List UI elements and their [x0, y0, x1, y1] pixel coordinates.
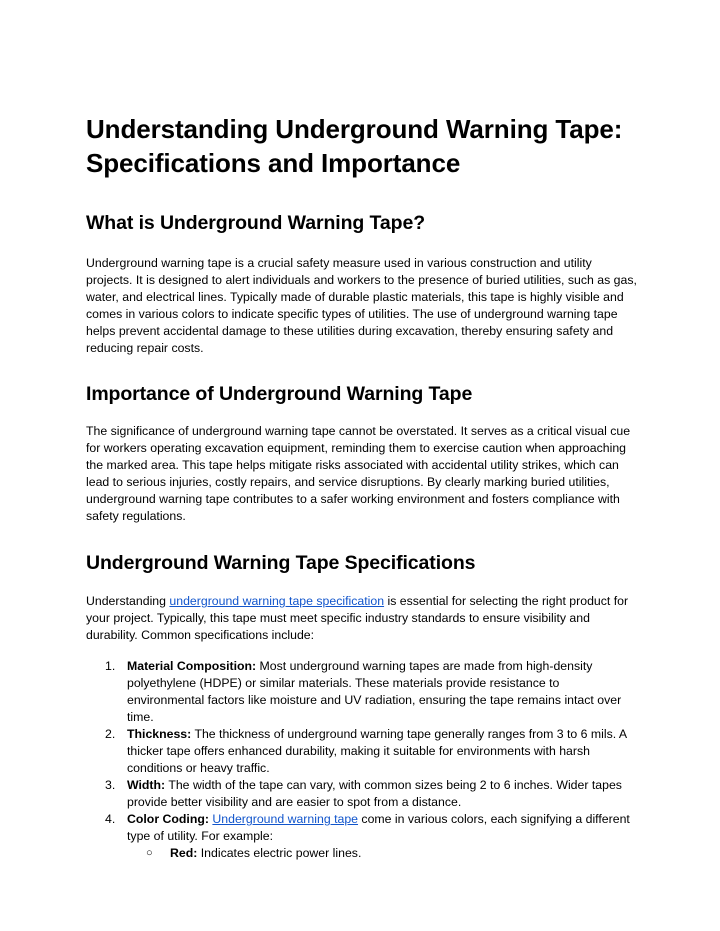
list-number: 3. [105, 778, 116, 792]
warning-tape-link[interactable]: Underground warning tape [212, 812, 359, 826]
list-item-label: Width: [127, 778, 166, 792]
section-intro-specifications [86, 593, 638, 644]
list-item-label: Thickness: [127, 727, 192, 741]
section-heading-importance: Importance of Underground Warning Tape [86, 383, 473, 405]
list-item-thickness [86, 726, 638, 777]
specification-link[interactable]: underground warning tape specification [169, 594, 385, 608]
sublist-item-text: Indicates electric power lines. [197, 846, 362, 860]
list-number: 1. [105, 659, 116, 673]
list-item-material [86, 658, 638, 726]
list-item-label: Color Coding: [127, 812, 209, 826]
list-item-label: Material Composition: [127, 659, 257, 673]
intro-text-before: Understanding [86, 594, 170, 608]
specifications-list [86, 658, 638, 862]
color-sublist [127, 845, 638, 862]
section-body-what-is: Underground warning tape is a crucial safety measure used in various construction and utility projects. It is designed to alert individuals and workers to the presence of buried utilities, such as gas, water, and electrical lines. Typically made of durable plastic materials, this tape is highly visible and comes in various colors to indicate specific types of utilities. The use of underground warning tape helps prevent accidental damage to these utilities during excavation, thereby ensuring safety and reducing repair costs. [86, 256, 637, 355]
section-heading-specifications: Underground Warning Tape Specifications [86, 552, 476, 574]
circle-bullet-icon: ○ [146, 847, 153, 859]
list-item-text: The thickness of underground warning tape generally ranges from 3 to 6 mils. A thicker tape offers enhanced durability, making it suitable for environments with harsh conditions or heavy traffic. [127, 727, 627, 775]
sublist-item-red [127, 845, 638, 862]
list-item-text: come in various colors, each signifying a different type of utility. For example: [127, 812, 630, 843]
list-item-text: The width of the tape can vary, with common sizes being 2 to 6 inches. Wider tapes provide better visibility and are easier to spot from a distance. [127, 778, 622, 809]
list-number: 2. [105, 727, 116, 741]
page-title: Understanding Underground Warning Tape: Specifications and Importance [86, 114, 623, 178]
sublist-item-label: Red: [170, 846, 198, 860]
intro-text-after: is essential for selecting the right product for your project. Typically, this tape must meet specific industry standards to ensure visibility and durability. Common specifications include: [86, 594, 629, 642]
section-body-importance: The significance of underground warning tape cannot be overstated. It serves as a critical visual cue for workers operating excavation equipment, reminding them to exercise caution when approaching the marked area. This tape helps mitigate risks associated with accidental utility strikes, which can lead to serious injuries, costly repairs, and service disruptions. By clearly marking buried utilities, underground warning tape contributes to a safer working environment and fosters compliance with safety regulations. [86, 424, 631, 523]
list-item-color-coding [86, 811, 638, 862]
list-item-text: Most underground warning tapes are made from high-density polyethylene (HDPE) or similar materials. These materials provide resistance to environmental factors like moisture and UV radiation, ensuring the tape remains intact over time. [127, 659, 622, 724]
section-heading-what-is: What is Underground Warning Tape? [86, 212, 426, 234]
list-item-width [86, 777, 638, 811]
list-number: 4. [105, 812, 116, 826]
document-page [86, 112, 638, 862]
